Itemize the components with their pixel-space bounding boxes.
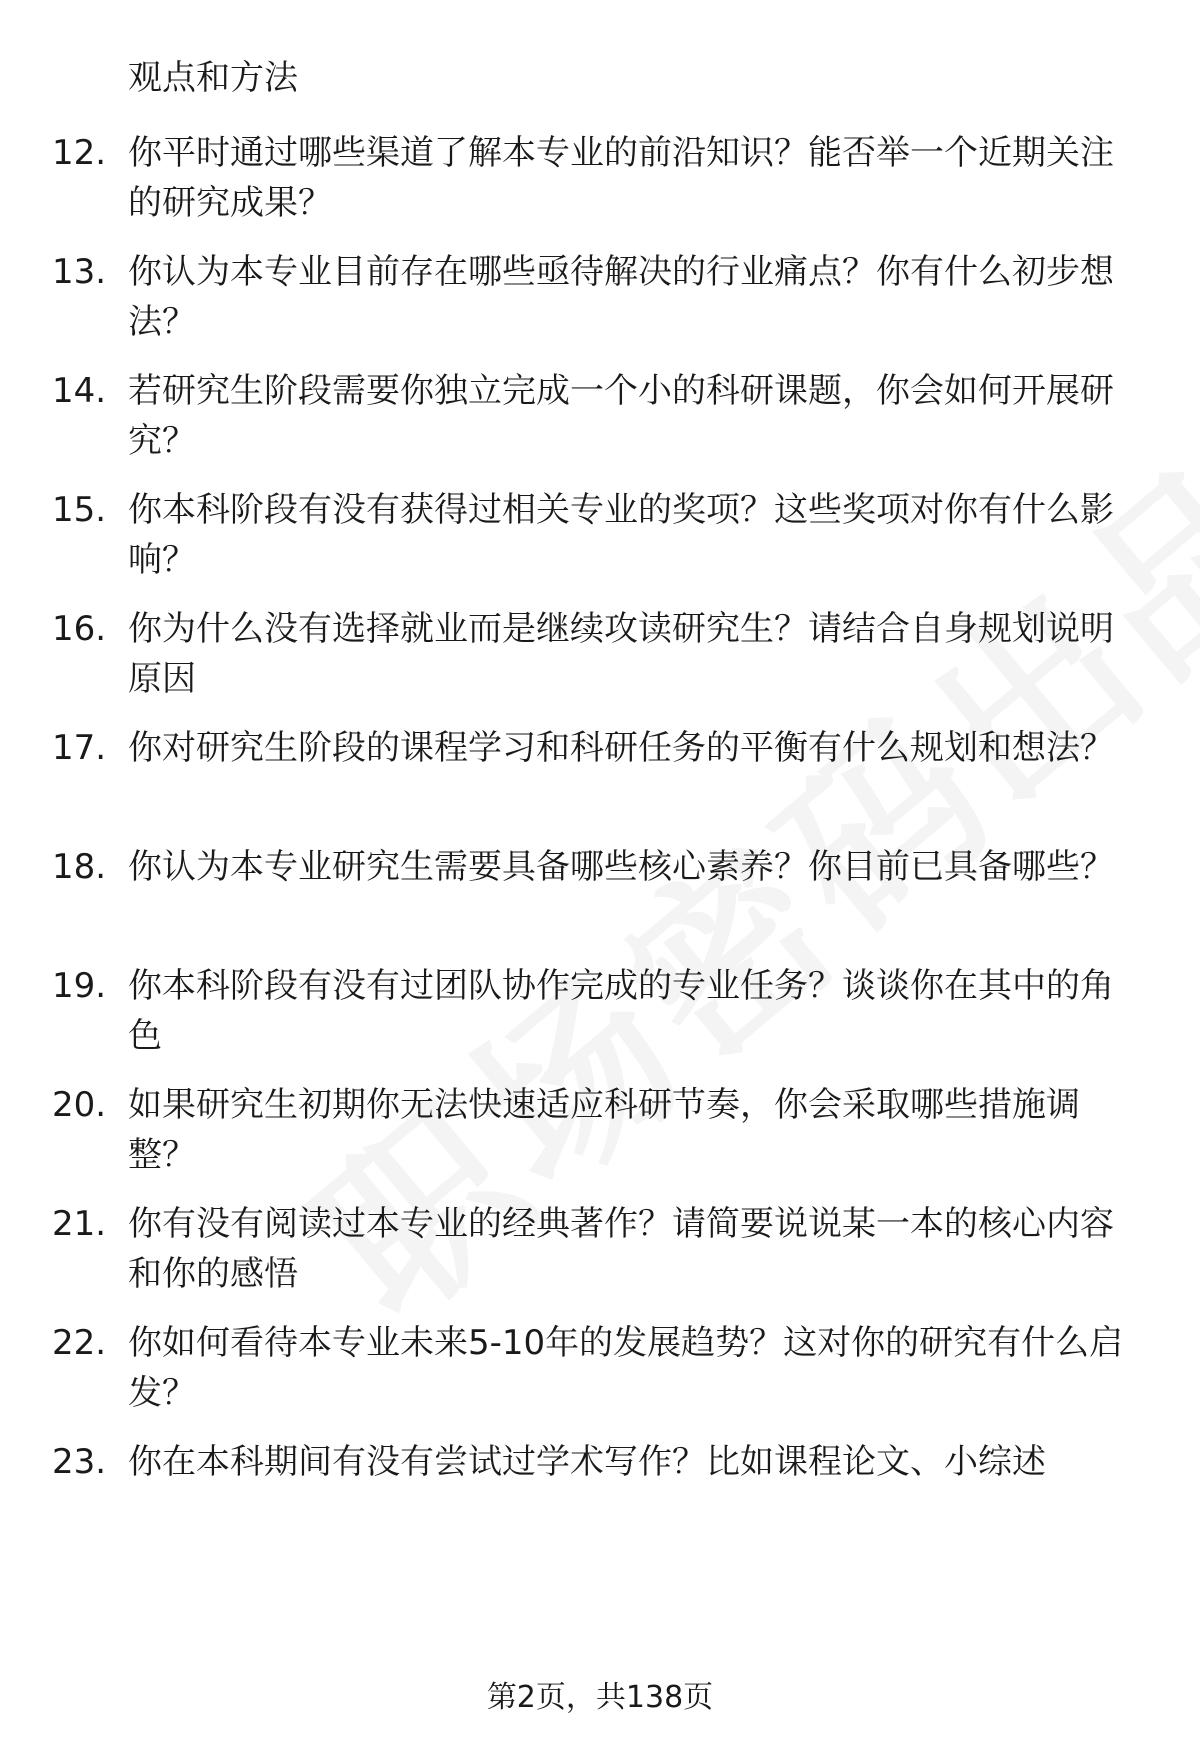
question-number: 20. [52, 1085, 107, 1125]
question-number: 12. [52, 133, 107, 173]
question-number: 17. [52, 728, 107, 768]
continuation-text: 观点和方法 [128, 58, 298, 98]
question-text: 如果研究生初期你无法快速适应科研节奏，你会采取哪些措施调整？ [128, 1085, 1080, 1175]
question-number: 21. [52, 1204, 107, 1244]
question-text: 你对研究生阶段的课程学习和科研任务的平衡有什么规划和想法？ [128, 728, 1114, 768]
question-text: 你如何看待本专业未来5-10年的发展趋势？这对你的研究有什么启发？ [128, 1323, 1124, 1413]
question-text: 你本科阶段有没有获得过相关专业的奖项？这些奖项对你有什么影响？ [128, 490, 1114, 580]
question-text: 你为什么没有选择就业而是继续攻读研究生？请结合自身规划说明原因 [128, 609, 1114, 699]
question-number: 18. [52, 847, 107, 887]
question-number: 13. [52, 252, 107, 292]
page-number-footer: 第2页，共138页 [486, 1680, 714, 1715]
question-number: 19. [52, 966, 107, 1006]
question-number: 15. [52, 490, 107, 530]
question-text: 你认为本专业研究生需要具备哪些核心素养？你目前已具备哪些？ [128, 847, 1114, 887]
question-text: 你平时通过哪些渠道了解本专业的前沿知识？能否举一个近期关注的研究成果？ [128, 133, 1114, 223]
question-text: 你认为本专业目前存在哪些亟待解决的行业痛点？你有什么初步想法？ [128, 252, 1114, 342]
question-number: 16. [52, 609, 107, 649]
question-number: 23. [52, 1442, 107, 1482]
question-text: 若研究生阶段需要你独立完成一个小的科研课题，你会如何开展研究？ [128, 371, 1114, 461]
question-text: 你有没有阅读过本专业的经典著作？请简要说说某一本的核心内容和你的感悟 [128, 1204, 1114, 1294]
question-number: 22. [52, 1323, 107, 1363]
question-text: 你本科阶段有没有过团队协作完成的专业任务？谈谈你在其中的角色 [128, 966, 1114, 1056]
question-text: 你在本科期间有没有尝试过学术写作？比如课程论文、小综述 [128, 1442, 1046, 1482]
question-number: 14. [52, 371, 107, 411]
